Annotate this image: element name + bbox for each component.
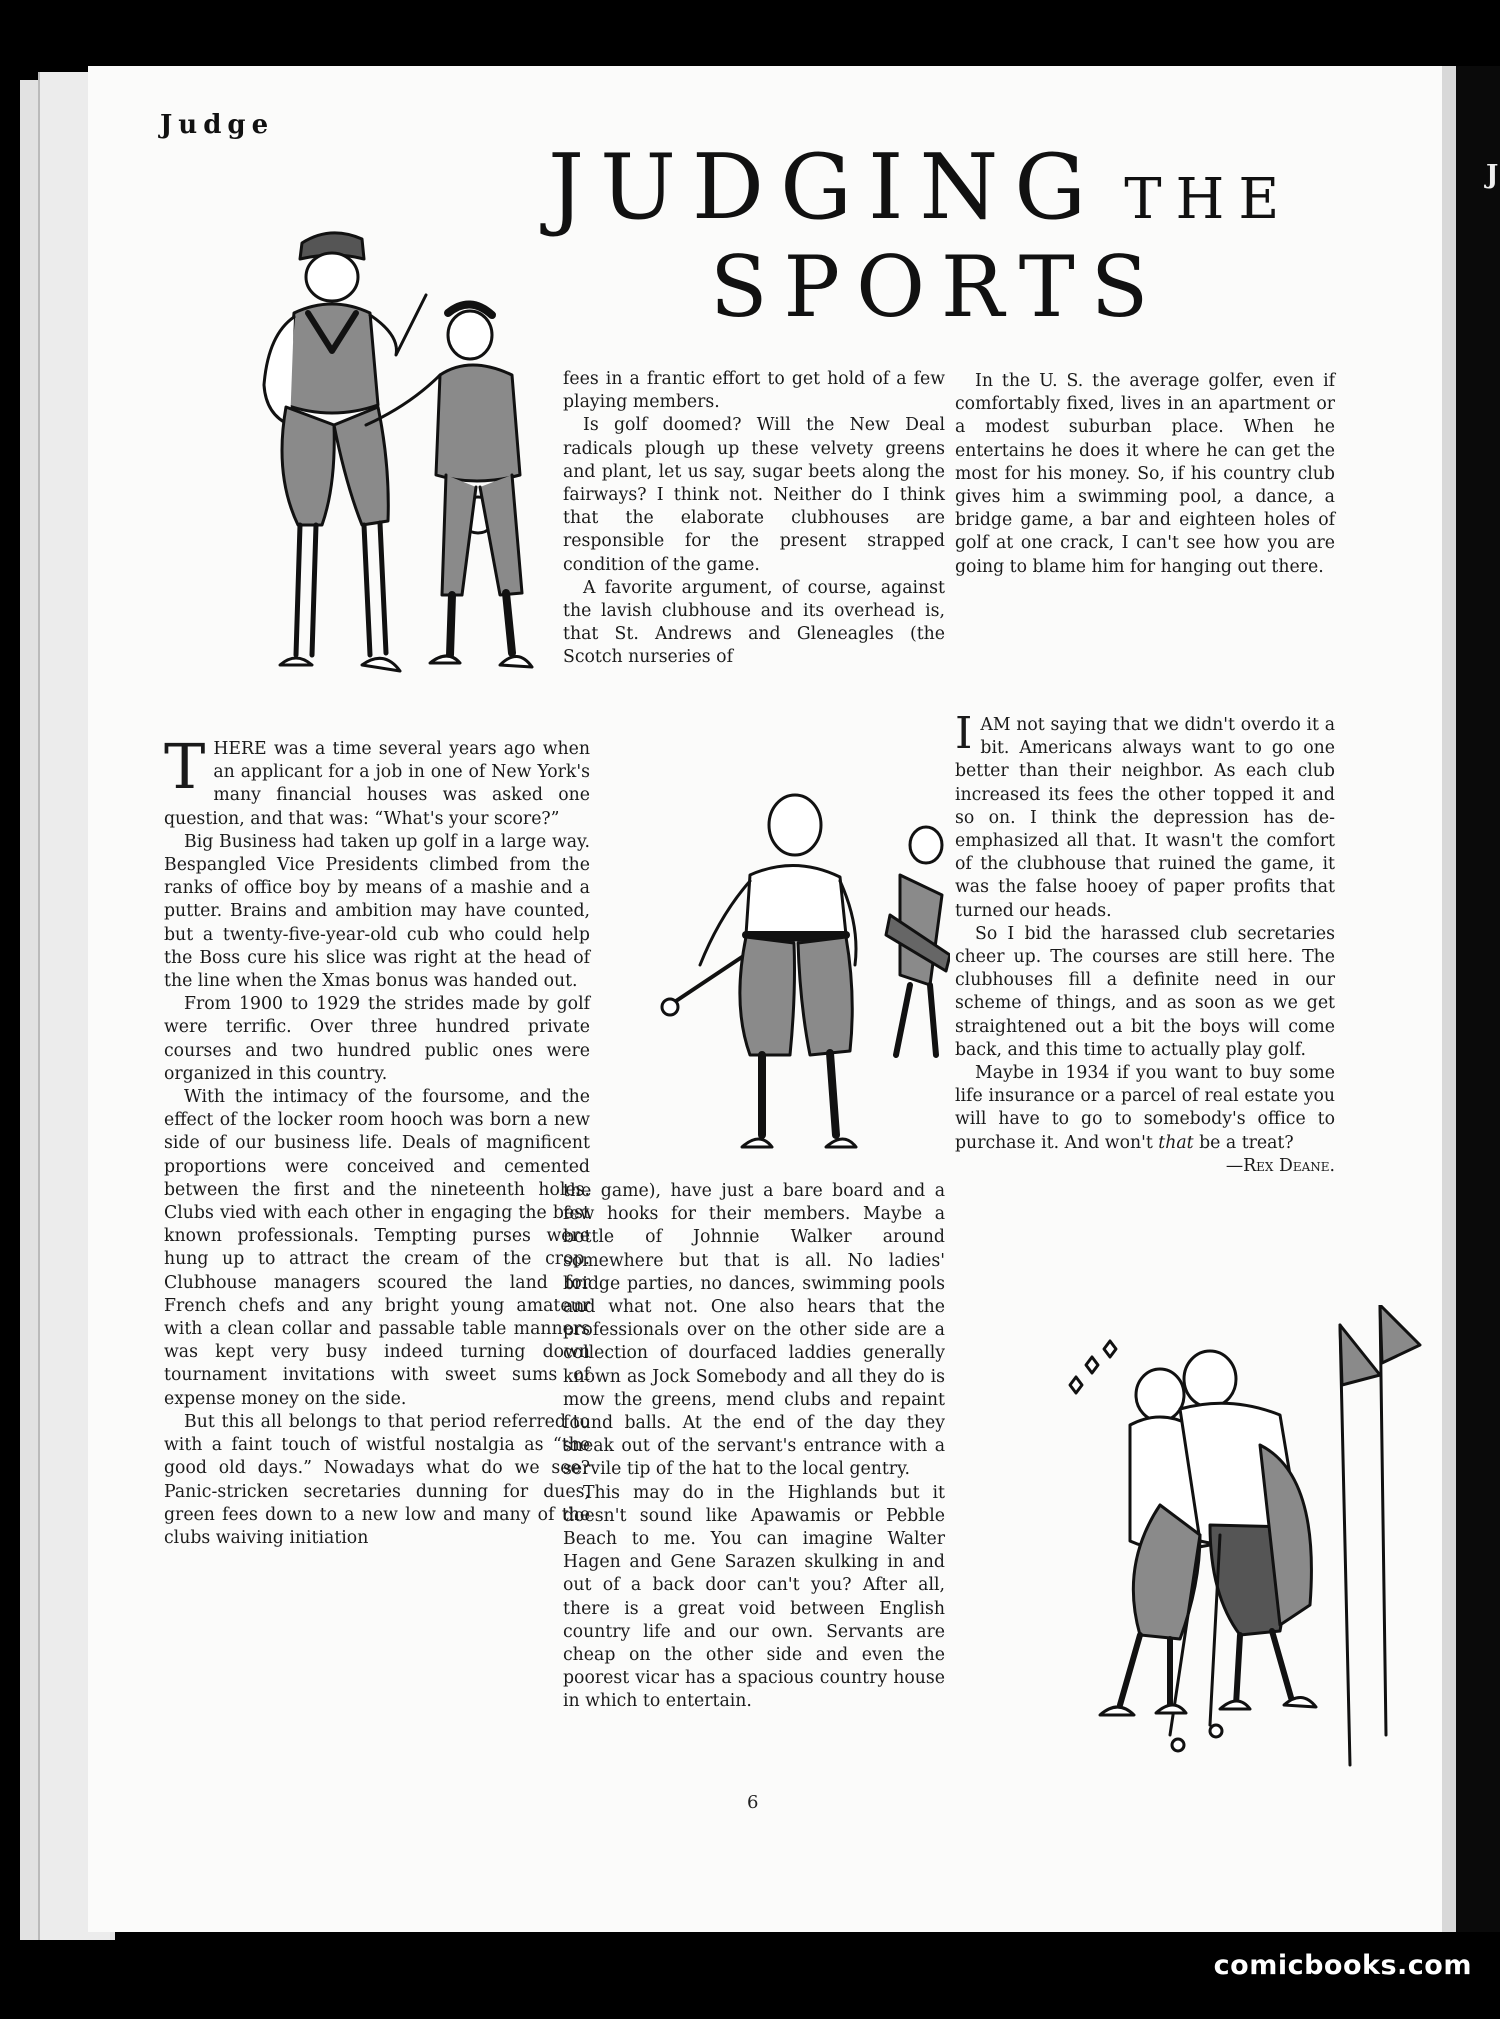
col1-paragraph-2: Big Business had taken up golf in a large way. Bespangled Vice Presidents climbed from the ranks of office boy by means of a mashie and a putter. Brains and ambition may have counted, but a twenty-five-year-old cub who could help the Boss cure his slice was right at the head of the line when the Xmas bonus was handed out. [164, 831, 590, 992]
col1-paragraph-3: From 1900 to 1929 the strides made by golf were terrific. Over three hundred private courses and two hundred public ones were organized in this country. [164, 994, 590, 1084]
running-head: Judge [160, 110, 275, 140]
col2-paragraph-1: fees in a frantic effort to get hold of a few playing members. [563, 369, 945, 413]
col1-paragraph-4: With the intimacy of the foursome, and the effect of the locker room hooch was born a new side of our business life. Deals of magnificent proportions were conceived and cemented between the first and the nineteenth holes. Clubs vied with each other in engaging the best known professionals. Tempting purses were hung up to attract the cream of the crop. Clubhouse managers scoured the land for French chefs and any bright young amateur with a clean collar and passable table manners was kept very busy indeed turning down tournament invitations with sweet sums of expense money on the side. [164, 1087, 590, 1409]
col3-p2-text: AM not saying that we didn't overdo it a bit. Americans always want to go one better than their neighbor. As each club increased its fees the other topped it and so on. I think the depression has de-emphasized all that. It wasn't the comfort of the clubhouse that ruined the game, it was the false hooey of paper profits that turned our heads. [955, 715, 1335, 921]
headline-line-1 [548, 135, 1428, 240]
watermark: comicbooks.com [1213, 1950, 1472, 1981]
page-number: 6 [747, 1792, 759, 1813]
col3-p4-text-a: Maybe in 1934 if you want to buy some life insurance or a parcel of real estate you will have to go to somebody's office to purchase it. And won't [955, 1063, 1335, 1153]
col3-p4-text-b: be a treat? [1193, 1132, 1294, 1153]
next-page-letter: J [1486, 160, 1499, 190]
article-column-3-bottom [955, 708, 1335, 1178]
col1-p1-text: HERE was a time several years ago when an applicant for a job in one of New York's many financial houses was asked one question, and that was: “What's your score?” [164, 739, 590, 829]
col1-paragraph-5: But this all belongs to that period referred to with a faint touch of wistful nostalgia as “the good old days.” Nowadays what do we see? Panic-stricken secretaries dunning for dues, green fees down to a new low and many of the clubs waiving initiation [164, 1411, 590, 1548]
col3-paragraph-4 [955, 1062, 1335, 1155]
col3-paragraph-1: In the U. S. the average golfer, even if comfortably fixed, lives in an apartment or a modest suburban place. When he entertains he does it where he can get the most for his money. So, if his country club gives him a swimming pool, a dance, a bridge game, a bar and eighteen holes of golf at one crack, I can't see how you are going to blame him for hanging out there. [955, 371, 1335, 577]
dropcap-t: T [164, 730, 206, 803]
col1-paragraph-1 [164, 730, 590, 831]
article-column-2-top [563, 368, 945, 670]
golfers-dizzy-by-flags-drawing [1060, 1305, 1430, 1775]
col2-paragraph-4: the game), have just a bare board and a few hooks for their members. Maybe a bottle of Johnnie Walker around somewhere but that is all. No ladies' bridge parties, no dances, swimming pools and what not. One also hears that the professionals over on the other side are a collection of dourfaced laddies generally known as Jock Somebody and all they do is mow the greens, mend clubs and repaint found balls. At the end of the day they sneak out of the servant's entrance with a servile tip of the hat to the local gentry. [563, 1181, 945, 1480]
col3-paragraph-3: So I bid the harassed club secretaries cheer up. The courses are still here. The clubhouses fill a definite need in our scheme of things, and as soon as we get straightened out a bit the boys will come back, and this time to actually play golf. [955, 923, 1335, 1060]
dropcap-i: I [955, 708, 973, 759]
golfer-with-caddie-drawing [650, 785, 950, 1165]
article-column-1 [164, 730, 590, 1550]
author-signature: —Rex Deane. [1225, 1155, 1335, 1176]
headline-line-2: SPORTS [710, 238, 1165, 336]
headline-main: JUDGING [548, 135, 1103, 240]
col2-paragraph-2: Is golf doomed? Will the New Deal radicals plough up these velvety greens and plant, let us say, sugar beets along the fairways? I think not. Neither do I think that the elaborate clubhouses are responsible for the present strapped condition of the game. [563, 415, 945, 575]
col2-paragraph-3: A favorite argument, of course, against the lavish clubhouse and its overhead is, that St. Andrews and Gleneagles (the Scotch nurseries of [563, 577, 945, 668]
article-column-3-top [955, 370, 1335, 579]
next-page-edge [1456, 66, 1500, 1932]
headline-small-word: THE [1124, 167, 1294, 232]
article-column-2-bottom [563, 1180, 945, 1714]
col3-paragraph-2 [955, 708, 1335, 923]
golfer-with-caddie-illustration [650, 785, 950, 1165]
golfers-dizzy-by-flags-illustration [1060, 1305, 1430, 1775]
col2-paragraph-5: This may do in the Highlands but it doesn't sound like Apawamis or Pebble Beach to me. You can imagine Walter Hagen and Gene Sarazen skulking in and out of a back door can't you? After all, there is a great void between English country life and our own. Servants are cheap on the other side and even the poorest vicar has a spacious country house in which to entertain. [563, 1482, 945, 1712]
col3-p4-italic: that [1158, 1132, 1194, 1153]
